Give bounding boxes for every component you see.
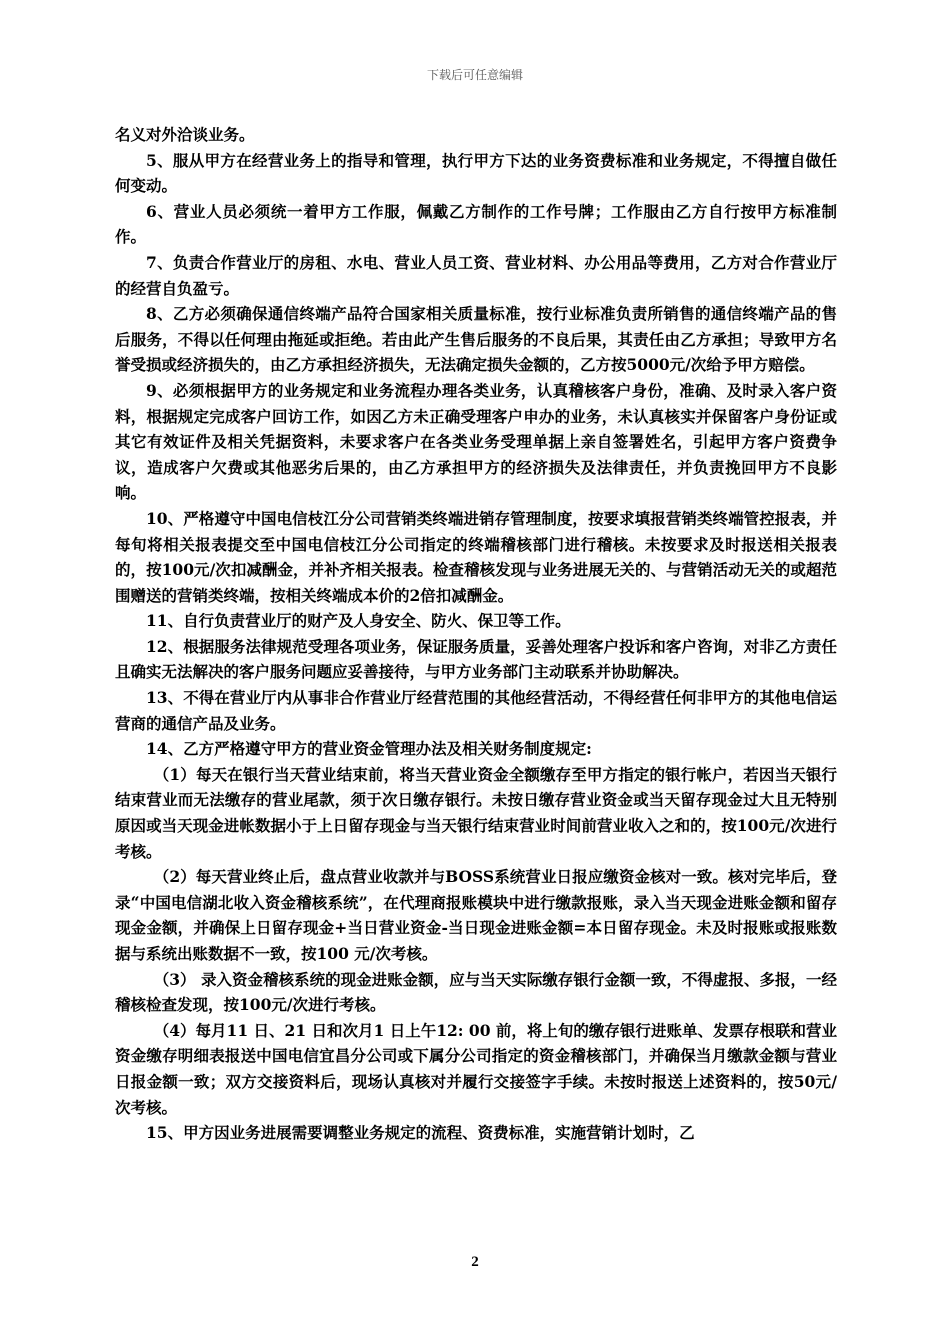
sub-paragraph: （3） 录入资金稽核系统的现金进账金额，应与当天实际缴存银行金额一致，不得虚报、多报，一经稽核检查发现，按100元/次进行考核。 <box>115 969 837 1015</box>
sub-paragraph: （1）每天在银行当天营业结束前，将当天营业资金全额缴存至甲方指定的银行帐户，若因当天银行结束营业而无法缴存的营业尾款，须于次日缴存银行。未按日缴存营业资金或当天留存现金过大且无特别原因或当天现金进帐数据小于上日留存现金与当天银行结束营业时间前营业收入之和的，按100元/次进行考核。 <box>115 764 837 861</box>
page-number: 2 <box>471 1254 479 1270</box>
paragraph: 12、根据服务法律规范受理各项业务，保证服务质量，妥善处理客户投诉和客户咨询，对非乙方责任且确实无法解决的客户服务问题应妥善接待，与甲方业务部门主动联系并协助解决。 <box>115 636 837 682</box>
paragraph: 11、自行负责营业厅的财产及人身安全、防火、保卫等工作。 <box>146 611 571 631</box>
paragraph: 7、负责合作营业厅的房租、水电、营业人员工资、营业材料、办公用品等费用，乙方对合作营业厅的经营自负盈亏。 <box>115 252 837 298</box>
paragraph: 5、服从甲方在经营业务上的指导和管理，执行甲方下达的业务资费标准和业务规定，不得擅自做任何变动。 <box>115 150 837 196</box>
paragraph: 8、乙方必须确保通信终端产品符合国家相关质量标准，按行业标准负责所销售的通信终端产品的售后服务，不得以任何理由拖延或拒绝。若由此产生售后服务的不良后果，其责任由乙方承担；导致甲方名誉受损或经济损失的，由乙方承担经济损失，无法确定损失金额的，乙方按5000元/次给予甲方赔偿。 <box>115 304 837 375</box>
paragraph: 6、营业人员必须统一着甲方工作服，佩戴乙方制作的工作号牌；工作服由乙方自行按甲方标准制作。 <box>115 201 837 247</box>
page-header: 下载后可任意编辑 <box>426 68 523 82</box>
paragraph: 名义对外洽谈业务。 <box>115 125 255 144</box>
document-body <box>115 122 837 1146</box>
paragraph: 14、乙方严格遵守甲方的营业资金管理办法及相关财务制度规定: <box>146 739 592 759</box>
paragraph: 13、不得在营业厅内从事非合作营业厅经营范围的其他经营活动，不得经营任何非甲方的其他电信运营商的通信产品及业务。 <box>115 688 837 733</box>
sub-paragraph: （4）每月11 日、21 日和次月1 日上午12: 00 前，将上旬的缴存银行进账单、发票存根联和营业资金缴存明细表报送中国电信宜昌分公司或下属分公司指定的资金稽核部门，并确保当月缴款金额与营业日报金额一致；双方交接资料后，现场认真核对并履行交接签字手续。未按时报送上述资料的，按50元/次考核。 <box>115 1020 837 1117</box>
paragraph: 10、严格遵守中国电信枝江分公司营销类终端进销存管理制度，按要求填报营销类终端管控报表，并每旬将相关报表提交至中国电信枝江分公司指定的终端稽核部门进行稽核。未按要求及时报送相关报表的，按100元/次扣减酬金，并补齐相关报表。检查稽核发现与业务进展无关的、与营销活动无关的或超范围赠送的营销类终端，按相关终端成本价的2倍扣减酬金。 <box>115 508 837 605</box>
sub-paragraph: （2）每天营业终止后，盘点营业收款并与BOSS系统营业日报应缴资金核对一致。核对完毕后，登录“中国电信湖北收入资金稽核系统”，在代理商报账模块中进行缴款报账，录入当天现金进账金额和留存现金金额，并确保上日留存现金+当日营业资金-当日现金进账金额=本日留存现金。未及时报账或报账数据与系统出账数据不一致，按100 元/次考核。 <box>115 867 837 963</box>
paragraph: 15、甲方因业务进展需要调整业务规定的流程、资费标准，实施营销计划时，乙 <box>146 1123 695 1143</box>
paragraph: 9、必须根据甲方的业务规定和业务流程办理各类业务，认真稽核客户身份，准确、及时录入客户资料，根据规定完成客户回访工作，如因乙方未正确受理客户申办的业务，未认真核实并保留客户身份证或其它有效证件及相关凭据资料，未要求客户在各类业务受理单据上亲自签署姓名，引起甲方客户资费争议，造成客户欠费或其他恶劣后果的，由乙方承担甲方的经济损失及法律责任，并负责挽回甲方不良影响。 <box>115 380 837 503</box>
